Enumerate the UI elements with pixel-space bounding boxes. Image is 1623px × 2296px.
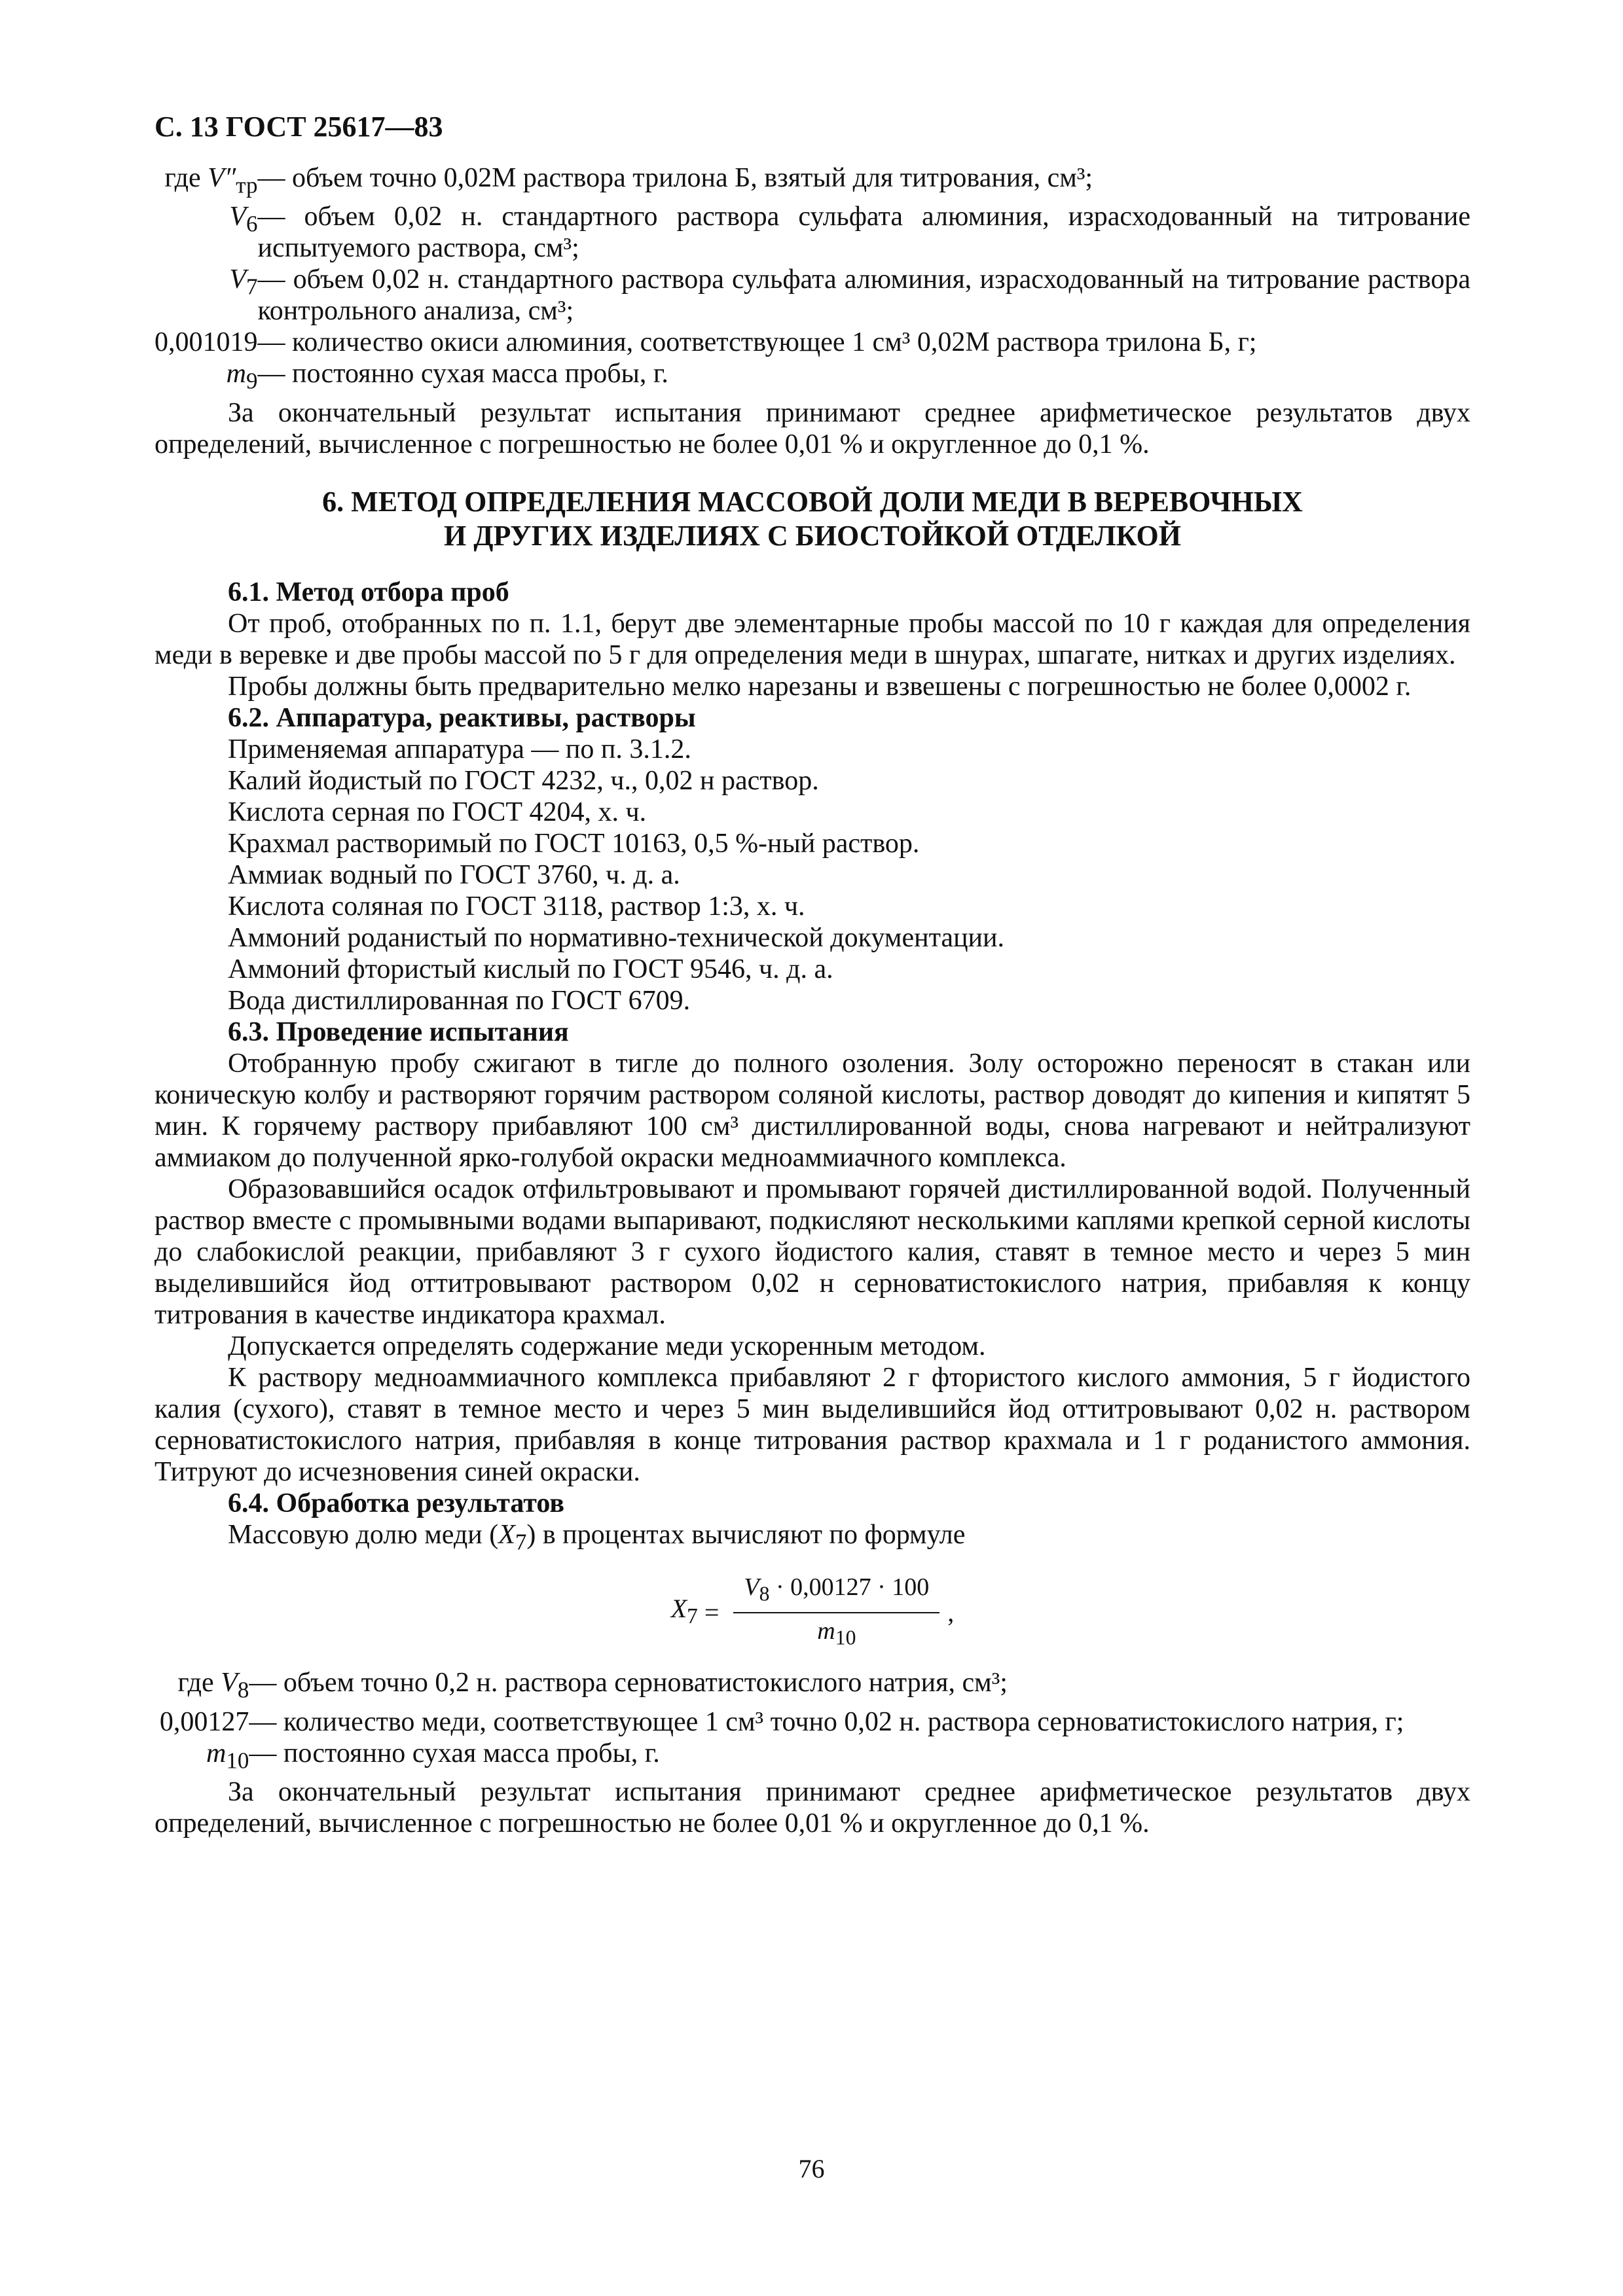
section-6-title: 6. МЕТОД ОПРЕДЕЛЕНИЯ МАССОВОЙ ДОЛИ МЕДИ В ВЕРЕВОЧНЫХ И ДРУГИХ ИЗДЕЛИЯХ С БИОСТОЙКОЙ ОТДЕЛКОЙ <box>322 485 1303 552</box>
subsection-6-2-title: 6.2. Аппаратура, реактивы, растворы <box>228 702 696 733</box>
definition-row: $m_{10}$ — постоянно сухая масса пробы, г. <box>206 1738 660 1774</box>
reagent-item: Применяемая аппаратура — по п. 3.1.2. <box>228 734 691 764</box>
formula-numerator: $V_8 \cdot 0,00127 \cdot 100$ <box>733 1572 939 1613</box>
subsection-6-4-title: 6.4. Обработка результатов <box>228 1488 565 1518</box>
definitions-list-2 <box>155 1667 1470 1776</box>
definition-row: $m_9$ — постоянно сухая масса пробы, г. <box>226 359 668 394</box>
reagent-item: Крахмал растворимый по ГОСТ 10163, 0,5 %-ный раствор. <box>228 828 920 859</box>
formula-fraction <box>733 1572 939 1653</box>
result-paragraph-1: За окончательный результат испытания принимают среднее арифметическое результатов двух определений, вычисленное с погрешностью не более 0,01 % и округленное до 0,1 %. <box>155 397 1470 459</box>
definition-row: где $V_8$ — объем точно 0,2 н. раствора серноватистокислого натрия, см³; <box>177 1668 1008 1703</box>
definition-row: 0,00127 — количество меди, соответствующее 1 см³ точно 0,02 н. раствора серноватистокислого натрия, г; <box>159 1706 1404 1737</box>
paragraph: Образовавшийся осадок отфильтровывают и промывают горячей дистиллированной водой. Полученный раствор вместе с промывными водами выпаривают, подкисляют несколькими каплями крепкой серной кислоты до слабокислой реакции, прибавляют 3 г сухого йодистого калия, ставят в темное место и через 5 мин выделившийся йод оттитровывают раствором 0,02 н серноватистокислого натрия, прибавляя к концу титрования в качестве индикатора крахмал. <box>155 1174 1470 1330</box>
paragraph: Отобранную пробу сжигают в тигле до полного озоления. Золу осторожно переносят в стакан или коническую колбу и растворяют горячим раствором соляной кислоты, раствор доводят до кипения и кипятят 5 мин. К горячему раствору прибавляют 100 см³ дистиллированной воды, снова нагревают и нейтрализуют аммиаком до полученной ярко-голубой окраски медноаммиачного комплекса. <box>155 1048 1470 1173</box>
formula-denominator: $m_{10}$ <box>817 1617 856 1649</box>
reagent-item: Аммоний фтористый кислый по ГОСТ 9546, ч. д. а. <box>228 954 833 984</box>
copper-formula: $X_7$ = $\frac{V_8 \cdot 0,00127 \cdot 100}{m_{10}}$ , <box>155 1572 1470 1653</box>
paragraph: К раствору медноаммиачного комплекса прибавляют 2 г фтористого кислого аммония, 5 г йодистого калия (сухого), ставят в темное место и через 5 мин выделившийся йод оттитровывают 0,02 н. раствором серноватистокислого натрия, прибавляя в конце титрования раствор крахмала и 1 г роданистого аммония. Титруют до исчезновения синей окраски. <box>155 1362 1470 1487</box>
definition-row: $V_7$ — объем 0,02 н. стандартного раствора сульфата алюминия, израсходованный на титрование раствора контрольного анализа, см³; <box>229 264 1470 327</box>
subsection-6-1-title: 6.1. Метод отбора проб <box>228 577 509 607</box>
definition-row: $V_6$ — объем 0,02 н. стандартного раствора сульфата алюминия, израсходованный на титрование испытуемого раствора, см³; <box>229 202 1470 264</box>
paragraph: Допускается определять содержание меди ускоренным методом. <box>228 1331 986 1361</box>
reagent-item: Кислота соляная по ГОСТ 3118, раствор 1:3, х. ч. <box>228 891 805 922</box>
formula-intro: Массовую долю меди $(X_7)$ в процентах вычисляют по формуле <box>228 1519 966 1555</box>
definition-row: где $V''_{тр}$ — объем точно 0,02М раствора трилона Б, взятый для титрования, см³; <box>164 163 1093 198</box>
paragraph: Пробы должны быть предварительно мелко нарезаны и взвешены с погрешностью не более 0,0002 г. <box>228 671 1412 702</box>
definition-row: 0,001019 — количество окиси алюминия, соответствующее 1 см³ 0,02М раствора трилона Б, г; <box>155 327 1257 358</box>
definitions-list-1 <box>155 162 1470 397</box>
reagent-item: Кислота серная по ГОСТ 4204, х. ч. <box>228 797 647 827</box>
page-number: 76 <box>798 2154 825 2183</box>
page-header: С. 13 ГОСТ 25617—83 <box>155 111 443 143</box>
reagent-item: Калий йодистый по ГОСТ 4232, ч., 0,02 н раствор. <box>228 765 819 796</box>
paragraph: От проб, отобранных по п. 1.1, берут две элементарные пробы массой по 10 г каждая для определения меди в веревке и две пробы массой по 5 г для определения меди в шнурах, шпагате, нитках и других изделиях. <box>155 608 1470 670</box>
reagent-item: Вода дистиллированная по ГОСТ 6709. <box>228 985 691 1016</box>
reagent-item: Аммоний роданистый по нормативно-технической документации. <box>228 922 1005 953</box>
document-page <box>155 111 1470 1839</box>
reagent-item: Аммиак водный по ГОСТ 3760, ч. д. а. <box>228 859 680 890</box>
subsection-6-3-title: 6.3. Проведение испытания <box>228 1016 569 1047</box>
result-paragraph-2: За окончательный результат испытания принимают среднее арифметическое результатов двух определений, вычисленное с погрешностью не более 0,01 % и округленное до 0,1 %. <box>155 1777 1470 1839</box>
